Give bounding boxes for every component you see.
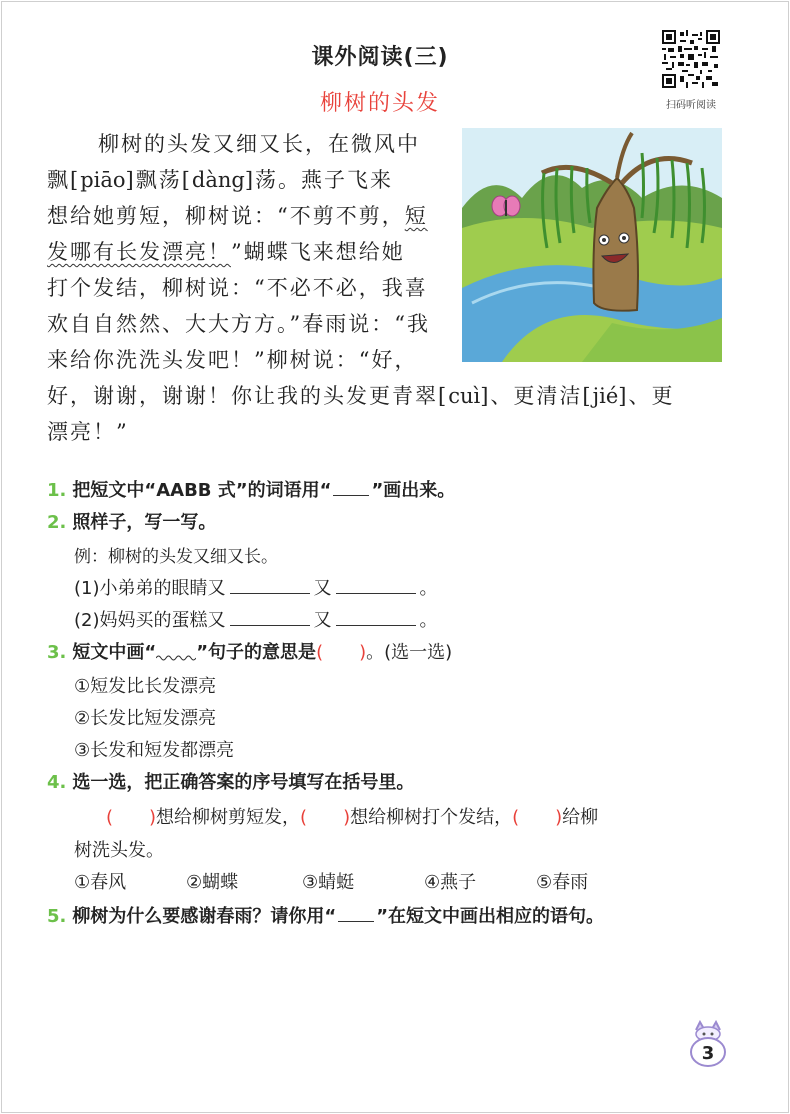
story-title: 柳树的头发	[319, 91, 440, 116]
q4-choice-1: ①春风	[74, 872, 127, 893]
answer-blank[interactable]	[336, 611, 416, 626]
story-line: 漂亮！”	[47, 420, 129, 444]
question-5: 5. 柳树为什么要感谢春雨？请你用“ ”在短文中画出相应的语句。	[47, 906, 605, 927]
qr-label: 扫码听阅读	[666, 100, 716, 111]
story-line: 飘[piāo]飘荡[dàng]荡。燕子飞来	[47, 168, 394, 192]
question-4: 4. 选一选，把正确答案的序号填写在括号里。	[47, 772, 415, 793]
q4-fill-line: ( )想给柳树剪短发，( )想给柳树打个发结，( )给柳	[106, 807, 599, 828]
answer-paren[interactable]: ( )	[300, 807, 351, 828]
underline-sample	[333, 481, 369, 496]
story-line: 柳树的头发又细又长，在微风中	[98, 132, 420, 156]
answer-paren[interactable]: ( )	[316, 642, 367, 663]
story-line: 想给她剪短，柳树说：“不剪不剪，短	[47, 204, 428, 228]
story-line: 发哪有长发漂亮！”蝴蝶飞来想给她	[47, 240, 405, 264]
q3-option-1[interactable]: ①短发比长发漂亮	[74, 676, 217, 697]
q4-choice-2: ②蝴蝶	[186, 872, 239, 893]
answer-paren[interactable]: ( )	[512, 807, 563, 828]
underline-sample	[338, 907, 374, 922]
answer-paren[interactable]: ( )	[106, 807, 157, 828]
q3-option-2[interactable]: ②长发比短发漂亮	[74, 708, 217, 729]
wavy-line-sample	[156, 644, 196, 658]
wavy-underlined-text: 短	[404, 204, 428, 228]
q4-choice-4: ④燕子	[424, 872, 477, 893]
question-2: 2. 照样子，写一写。	[47, 512, 217, 533]
willow-tree-illustration	[462, 128, 722, 362]
q2-item-1: (1)小弟弟的眼睛又 又 。	[74, 578, 438, 599]
question-1: 1. 把短文中“AABB 式”的词语用“ ”画出来。	[47, 480, 456, 501]
section-title: 课外阅读(三)	[311, 45, 449, 70]
story-line: 好，谢谢，谢谢！你让我的头发更青翠[cuì]、更清洁[jié]、更	[47, 384, 675, 408]
q4-choice-5: ⑤春雨	[536, 872, 589, 893]
story-line: 来给你洗洗头发吧！”柳树说：“好，	[47, 348, 418, 372]
answer-blank[interactable]	[230, 611, 310, 626]
answer-blank[interactable]	[336, 579, 416, 594]
page-number-badge	[686, 1020, 730, 1068]
q4-fill-line-2: 树洗头发。	[74, 840, 164, 861]
q3-option-3[interactable]: ③长发和短发都漂亮	[74, 740, 235, 761]
page-number: 3	[701, 1043, 715, 1064]
qr-code-icon[interactable]	[662, 30, 720, 88]
question-3: 3. 短文中画“ ”句子的意思是( )。(选一选)	[47, 642, 453, 663]
q2-item-2: (2)妈妈买的蛋糕又 又 。	[74, 610, 438, 631]
wavy-underlined-text: 发哪有长发漂亮！	[47, 240, 231, 264]
story-line: 欢自自然然、大大方方。”春雨说：“我	[47, 312, 430, 336]
answer-blank[interactable]	[230, 579, 310, 594]
story-line: 打个发结，柳树说：“不必不必，我喜	[47, 276, 428, 300]
example-sentence: 例：柳树的头发又细又长。	[74, 547, 278, 567]
q4-choice-3: ③蜻蜓	[302, 872, 355, 893]
